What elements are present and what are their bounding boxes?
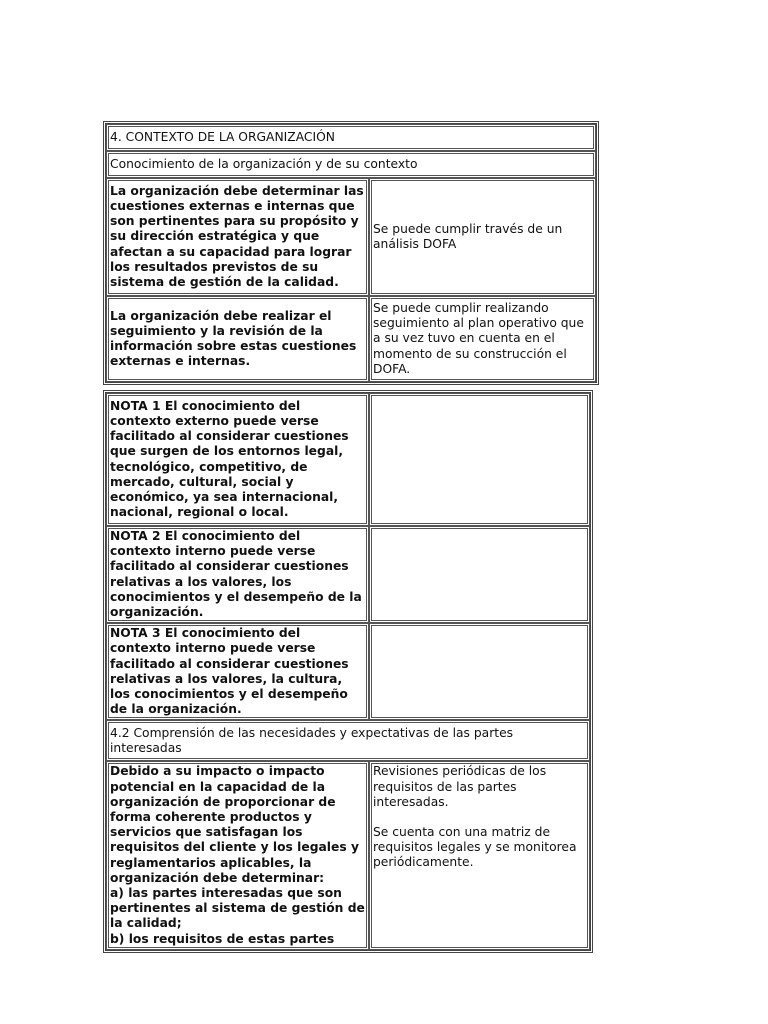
- section-42-title: 4.2 Comprensión de las necesidades y expectativas de las partes interesadas: [106, 720, 590, 761]
- note-cell: NOTA 3 El conocimiento del contexto interno puede verse facilitado al considerar cuestiones relativas a los valores, la cultura, los conocimientos y el desempeño de la organización.: [106, 623, 369, 720]
- compliance-42-paragraph: Revisiones periódicas de los requisitos de las partes interesadas.: [373, 764, 547, 809]
- note-cell: NOTA 2 El conocimiento del contexto interno puede verse facilitado al considerar cuestiones relativas a los valores, los conocimientos y el desempeño de la organización.: [106, 526, 369, 623]
- requirement-cell: La organización debe realizar el seguimiento y la revisión de la información sobre estas cuestiones externas e internas.: [106, 296, 369, 382]
- section-subtitle: Conocimiento de la organización y de su contexto: [106, 151, 596, 178]
- requirement-42-cell: [106, 761, 369, 949]
- note-compliance-cell: [369, 393, 590, 526]
- compliance-cell: Se puede cumplir través de un análisis DOFA: [369, 178, 596, 296]
- note-compliance-cell: [369, 623, 590, 720]
- note-cell: NOTA 1 El conocimiento del contexto externo puede verse facilitado al considerar cuestiones que surgen de los entornos legal, tecnológico, competitivo, de mercado, cultural, social y económico, ya sea internacional, nacional, regional o local.: [106, 393, 369, 526]
- requirement-42-line: a) las partes interesadas que son pertinentes al sistema de gestión de la calidad;: [110, 886, 365, 931]
- requirement-42-line: b) los requisitos de estas partes: [110, 931, 335, 946]
- note-compliance-cell: [369, 526, 590, 623]
- compliance-cell: Se puede cumplir realizando seguimiento al plan operativo que a su vez tuvo en cuenta en el momento de su construcción el DOFA.: [369, 296, 596, 382]
- compliance-42-paragraph: Se cuenta con una matriz de requisitos legales y se monitorea periódicamente.: [373, 825, 577, 870]
- requirement-cell: La organización debe determinar las cuestiones externas e internas que son pertinentes para su propósito y su dirección estratégica y que afectan a su capacidad para lograr los resultados previstos de su sistema de gestión de la calidad.: [106, 178, 369, 296]
- paragraph-gap: [373, 810, 586, 825]
- compliance-42-cell: [369, 761, 590, 949]
- section-title: 4. CONTEXTO DE LA ORGANIZACIÓN: [106, 124, 596, 151]
- context-table: [103, 121, 599, 385]
- requirement-42-line: Debido a su impacto o impacto potencial en la capacidad de la organización de proporcionar de forma coherente productos y servicios que satisfagan los requisitos del cliente y los legales y reglamentarios aplicables, la organización debe determinar:: [110, 764, 359, 885]
- notes-table: [103, 390, 593, 953]
